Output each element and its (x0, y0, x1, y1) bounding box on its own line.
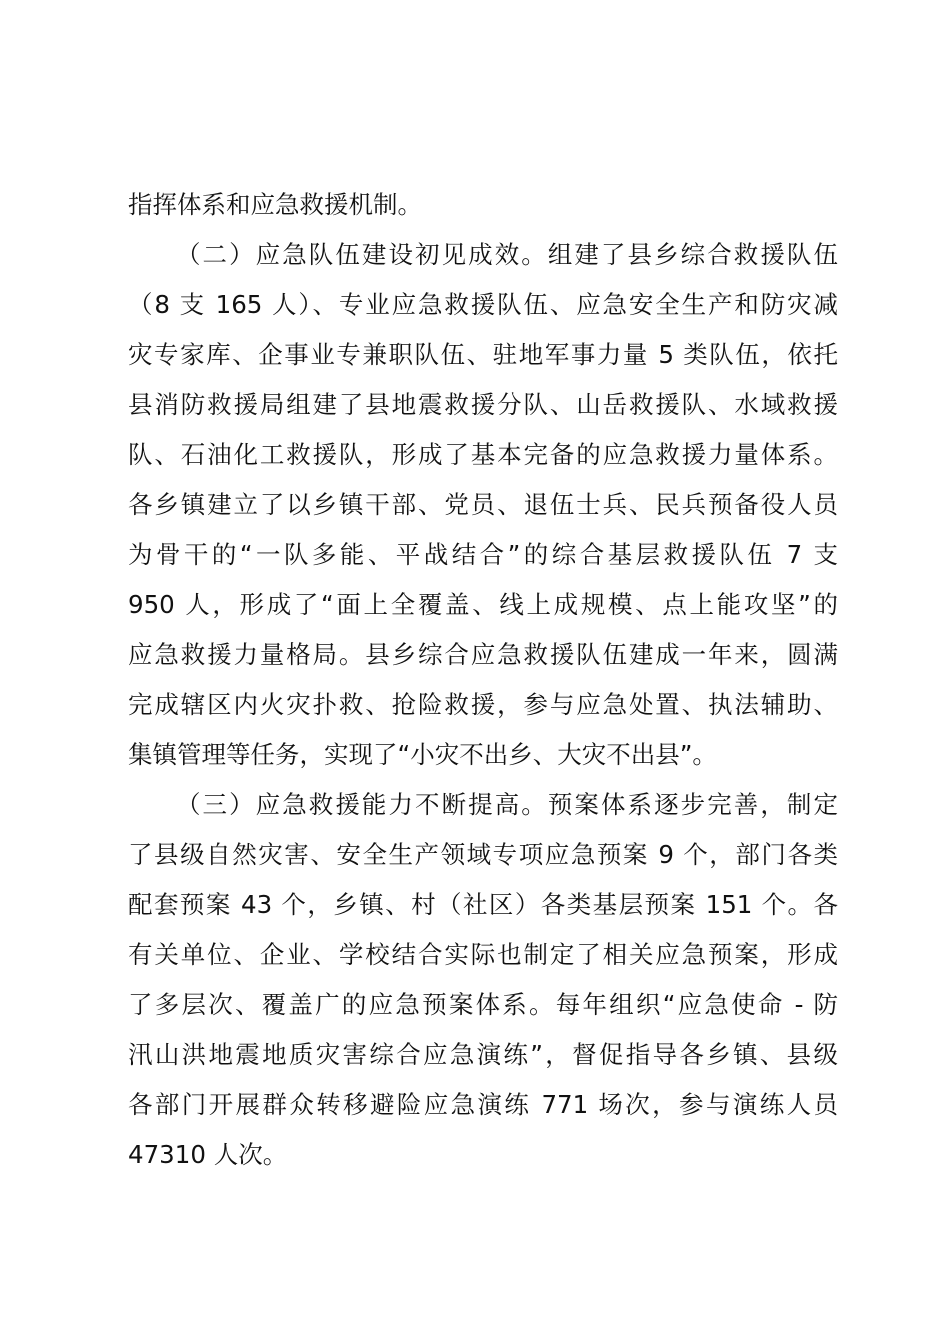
text-line: 950 人，形成了“面上全覆盖、线上成规模、点上能攻坚”的 (128, 590, 838, 619)
text-line: 47310 人次。 (128, 1140, 288, 1169)
text-line: 配套预案 43 个，乡镇、村（社区）各类基层预案 151 个。各 (128, 890, 838, 919)
text-line: 集镇管理等任务，实现了“小灾不出乡、大灾不出县”。 (128, 740, 717, 769)
text-line: 完成辖区内火灾扑救、抢险救援，参与应急处置、执法辅助、 (128, 690, 838, 719)
text-line: 了多层次、覆盖广的应急预案体系。每年组织“应急使命 - 防 (128, 990, 838, 1019)
text-line: 应急救援力量格局。县乡综合应急救援队伍建成一年来，圆满 (128, 640, 838, 669)
text-line: 各乡镇建立了以乡镇干部、党员、退伍士兵、民兵预备役人员 (128, 490, 838, 519)
text-line: 灾专家库、企事业专兼职队伍、驻地军事力量 5 类队伍，依托 (128, 340, 838, 369)
paragraph-heading-3: （三）应急救援能力不断提高。预案体系逐步完善，制定 (176, 790, 838, 819)
text-line: 了县级自然灾害、安全生产领域专项应急预案 9 个，部门各类 (128, 840, 838, 869)
text-line: 队、石油化工救援队，形成了基本完备的应急救援力量体系。 (128, 440, 838, 469)
text-line: （8 支 165 人）、专业应急救援队伍、应急安全生产和防灾减 (128, 290, 838, 319)
text-line: 汛山洪地震地质灾害综合应急演练”，督促指导各乡镇、县级 (128, 1040, 838, 1069)
text-line: 为骨干的“一队多能、平战结合”的综合基层救援队伍 7 支 (128, 540, 838, 569)
text-line: 指挥体系和应急救援机制。 (128, 190, 422, 219)
text-line: 各部门开展群众转移避险应急演练 771 场次，参与演练人员 (128, 1090, 838, 1119)
paragraph-heading-2: （二）应急队伍建设初见成效。组建了县乡综合救援队伍 (176, 240, 838, 269)
text-line: 有关单位、企业、学校结合实际也制定了相关应急预案，形成 (128, 940, 838, 969)
text-line: 县消防救援局组建了县地震救援分队、山岳救援队、水域救援 (128, 390, 838, 419)
